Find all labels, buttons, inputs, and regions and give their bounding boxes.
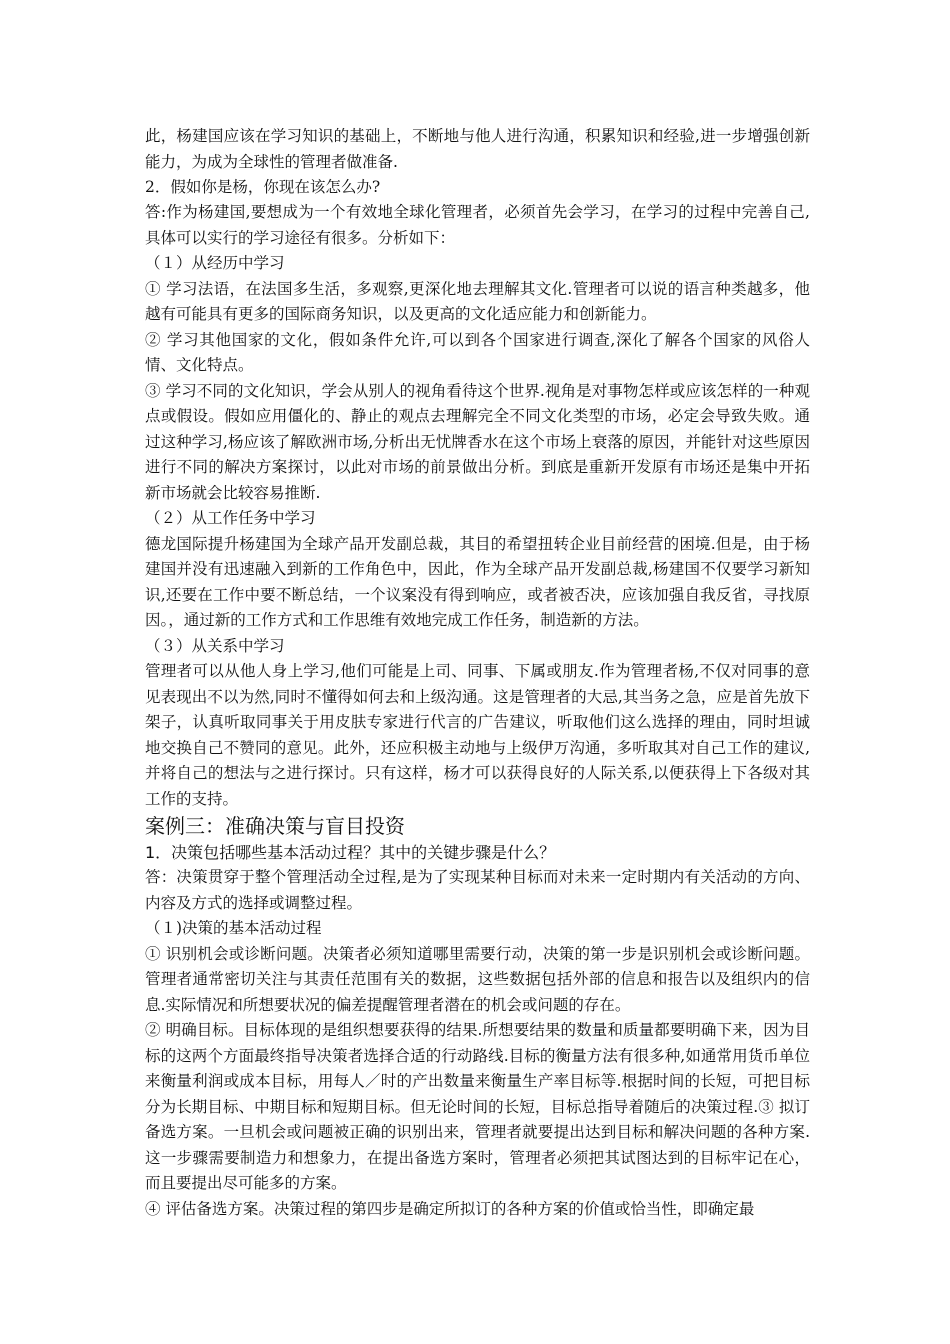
subheading-process: （１)决策的基本活动过程 (145, 919, 322, 937)
question-1: 1．决策包括哪些基本活动过程？其中的关键步骤是什么？ (145, 843, 556, 862)
step-2-3: ② 明确目标。目标体现的是组织想要获得的结果.所想要结果的数量和质量都要明确下来，因为目标的这两个方面最终指导决策者选择合适的行动路线.目标的衡量方法有很多种,如通常用货币单位来衡量利润或成本目标，用每人／时的产出数量来衡量生产率目标等.根据时间的长短，可把目标分为长期目标、中期目标和短期目标。但无论时间的长短，目标总指导着随后的决策过程.③ 拟订备选方案。一旦机会或问题被正确的识别出来，管理者就要提出达到目标和解决问题的各种方案.这一步骤需要制造力和想象力，在提出备选方案时，管理者必须把其试图达到的目标牢记在心，而且要提出尽可能多的方案。 (145, 1021, 810, 1192)
item-2: ② 学习其他国家的文化，假如条件允许,可以到各个国家进行调查,深化了解各个国家的风俗人情、文化特点。 (145, 330, 810, 374)
step-4: ④ 评估备选方案。决策过程的第四步是确定所拟订的各种方案的价值或恰当性，即确定最 (145, 1199, 755, 1218)
document-page (145, 124, 810, 1222)
item-1: ① 学习法语，在法国多生活，多观察,更深化地去理解其文化.管理者可以说的语言种类越多，他越有可能具有更多的国际商务知识，以及更高的文化适应能力和创新能力。 (145, 279, 810, 323)
answer-1: 答：决策贯穿于整个管理活动全过程,是为了实现某种目标而对未来一定时期内有关活动的方向、内容及方式的选择或调整过程。 (145, 868, 810, 912)
subheading-tasks: （２）从工作任务中学习 (145, 509, 316, 527)
subheading-experience: （１）从经历中学习 (145, 254, 285, 272)
subheading-relations: （３）从关系中学习 (145, 636, 285, 655)
paragraph-relations: 管理者可以从他人身上学习,他们可能是上司、同事、下属或朋友.作为管理者杨,不仅对同事的意见表现出不以为然,同时不懂得如何去和上级沟通。这是管理者的大忌,其当务之急，应是首先放下架子，认真听取同事关于用皮肤专家进行代言的广告建议，听取他们这么选择的理由，同时坦诚地交换自己不赞同的意见。此外，还应积极主动地与上级伊万沟通，多听取其对自己工作的建议,并将自己的想法与之进行探讨。只有这样，杨才可以获得良好的人际关系,以便获得上下各级对其工作的支持。 (145, 662, 810, 808)
item-3: ③ 学习不同的文化知识，学会从别人的视角看待这个世界.视角是对事物怎样或应该怎样的一种观点或假设。假如应用僵化的、静止的观点去理解完全不同文化类型的市场，必定会导致失败。通过这种学习,杨应该了解欧洲市场,分析出无忧牌香水在这个市场上衰落的原因，并能针对这些原因进行不同的解决方案探讨，以此对市场的前景做出分析。到底是重新开发原有市场还是集中开拓新市场就会比较容易推断. (145, 381, 810, 502)
paragraph-tasks: 德龙国际提升杨建国为全球产品开发副总裁，其目的希望扭转企业目前经营的困境.但是，由于杨建国并没有迅速融入到新的工作角色中，因此，作为全球产品开发副总裁,杨建国不仅要学习新知识,还要在工作中要不断总结，一个议案没有得到响应，或者被否决，应该加强自我反省，寻找原因。，通过新的工作方式和工作思维有效地完成工作任务，制造新的方法。 (145, 534, 810, 629)
answer-2: 答:作为杨建国,要想成为一个有效地全球化管理者，必须首先会学习，在学习的过程中完善自己,具体可以实行的学习途径有很多。分析如下： (145, 203, 810, 247)
paragraph-intro: 此，杨建国应该在学习知识的基础上，不断地与他人进行沟通，积累知识和经验,进一步增强创新能力，为成为全球性的管理者做准备. (145, 127, 810, 171)
step-1: ① 识别机会或诊断问题。决策者必须知道哪里需要行动，决策的第一步是识别机会或诊断问题。管理者通常密切关注与其责任范围有关的数据，这些数据包括外部的信息和报告以及组织内的信息.实际情况和所想要状况的偏差提醒管理者潜在的机会或问题的存在。 (145, 944, 810, 1014)
question-2: 2．假如你是杨，你现在该怎么办? (145, 178, 381, 196)
case-three-heading: 案例三：准确决策与盲目投资 (145, 814, 405, 838)
